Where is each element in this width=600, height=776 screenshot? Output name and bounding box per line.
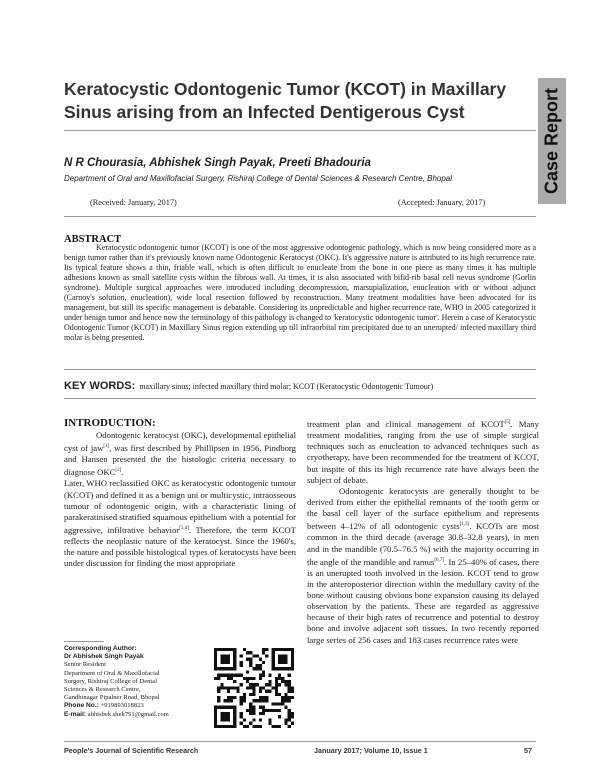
keywords-rule xyxy=(64,398,536,399)
article-type-band xyxy=(538,78,566,204)
corr-role: Senior Resident xyxy=(64,661,106,669)
received-date: (Received: January, 2017) xyxy=(90,198,177,207)
intro-paragraph: treatment plan and clinical management of KCOT[5]. Many treatment modalities, ranging from the use of simple surgical techniques such as enucleation to advanced techniques such as cryotherapy, have been recommended for the treatment of KCOT, but inspite of this its high recurrence rate have always been the subject of debate. xyxy=(307,418,539,485)
authors: N R Chourasia, Abhishek Singh Payak, Preeti Bhadouria xyxy=(64,157,371,169)
article-title xyxy=(64,78,534,124)
intro-paragraph: Odontogenic keratocysts are generally thought to be derived from either the epithelial remnants of the tooth germ or the basal cell layer of the surface epithelium and represents between 4–12% of all odontogenic cysts[1,3]. KCOTs are most common in the third decade (average 30.8–32.8 years), in men and in the mandible (70.5–76.5 %) with the majority occurring in the angle of the mandible and ramus[6,7]. In 25–40% of cases, there is an unerupted tooth involved in the lesion. KCOT tend to grow in the anteroposterior direction within the medullary cavity of the bone without causing obvious bone expansion causing its delayed observation by the patients. These are regarded as aggressive because of their high rates of recurrence and potential to destroy bone and involve adjacent soft tissues. In two recently reported large series of 256 cases and 183 cases recurrence rates were xyxy=(307,485,539,645)
footnote-rule xyxy=(64,641,104,642)
corr-email: E-mail: abhisbek.shek791@gmail.com xyxy=(64,710,169,718)
intro-paragraph: Later, WHO reclassified OKC as keratocystic odontogenic tumour (KCOT) and defined it as a benign uni or multicystic, intraosseous tumour of odontogenic origin, with a characteristic lining of parakeratinised stratified squamous epithelium with a potential for aggressive, infiltrative behavior[3,4]. Therefore, the term KCOT reflects the neoplastic nature of the keratocyst. Since the 1960's, the nature and possible histological types of keratocysts have been under discussion for finding the most appropriate xyxy=(64,478,296,569)
abstract-body xyxy=(64,243,536,343)
corr-dept-2: Surgery, Rishiraj College of Dental xyxy=(64,677,158,685)
corr-name: Dr Abhishek Singh Payak xyxy=(64,653,144,661)
keywords-text: maxillary sinus; infected maxillary third molar; KCOT (Keratocystic Odontogenic Tumour) xyxy=(139,382,434,391)
qr-code xyxy=(214,648,294,728)
title-rule xyxy=(64,130,536,131)
affiliation: Department of Oral and Maxillofacial Surgery, Rishiraj College of Dental Sciences & Research Centre, Bhopal xyxy=(64,174,453,183)
dates-rule xyxy=(64,216,536,217)
intro-paragraph: Odontogenic keratocyst (OKC), developmental epithelial cyst of jaw[1], was first described by Phillipsen in 1956. Pindborg and Hansen presented the the histologic criteria necessary to diagnose OKC[2]. xyxy=(64,430,296,478)
title-line-1: Keratocystic Odontogenic Tumor (KCOT) in Maxillary xyxy=(64,79,507,99)
title-line-2: Sinus arising from an Infected Dentigerous Cyst xyxy=(64,102,465,122)
keywords-label: KEY WORDS: xyxy=(64,380,136,392)
corr-heading: Corresponding Author: xyxy=(64,645,137,652)
article-type-label: Case Report xyxy=(541,87,562,195)
keywords xyxy=(64,380,542,392)
abstract-rule xyxy=(64,369,536,370)
corr-address: Gandhinagar Pipalner Road, Bhopal xyxy=(64,694,160,702)
footer-journal: People's Journal of Scientific Research xyxy=(64,746,199,755)
footer-issue: January 2017; Volume 10, Issue 1 xyxy=(314,746,428,755)
footer-rule xyxy=(64,741,536,742)
introduction-heading: INTRODUCTION: xyxy=(64,417,156,429)
intro-column-2 xyxy=(307,417,539,646)
abstract-heading: ABSTRACT xyxy=(64,234,122,245)
corr-dept-1: Department of Oral & Maxillofacial xyxy=(64,669,160,677)
corr-phone: Phone No.: +919893018823 xyxy=(64,702,144,710)
footer-page: 57 xyxy=(524,746,532,755)
corr-dept-3: Sciences & Research Centre, xyxy=(64,686,141,694)
corresponding-author xyxy=(64,645,212,719)
accepted-date: (Accepted: January, 2017) xyxy=(398,198,486,207)
abstract-text: Keratocystic odontogenic tumor (KCOT) is one of the most aggressive odontogenic pathology, which is now being considered more as a benign tumor rather than it's previously known name Odontogenic Keratocyst (OKC). It's aggressive nature is attributed to its high recurrence rate. Its typical feature shows a thin, friable wall, which is often difficult to enucleate from the bone in one piece as many times it has multiple adhesions known as small satellite cysts within the fibrous wall. At times, it is also associated with bifid-rib basal cell nevus syndrome (Gorlin syndrome). Multiple surgical approaches were introduced including decompression, marsupialization, enucleation with or without adjunct (Carnoy's solution, enucleation), wide local resection followed by reconstruction. Many treatment modalities have been advocated for its management, but still its specific management is debatable. Considering its unpredictable and higher recurrence rate, WHO in 2005 categorized it under benign tumor and hence now the terminology of this pathology is changed to 'keratocystic odontogenic tumor'. Herein a case of Keratocystic Odontogenic Tumor (KCOT) in Maxillary Sinus region extending up till infraorbital rim precipitated due to an unerupted/ infected maxillary third molar is being presented. xyxy=(64,243,536,343)
intro-column-1 xyxy=(64,430,296,570)
